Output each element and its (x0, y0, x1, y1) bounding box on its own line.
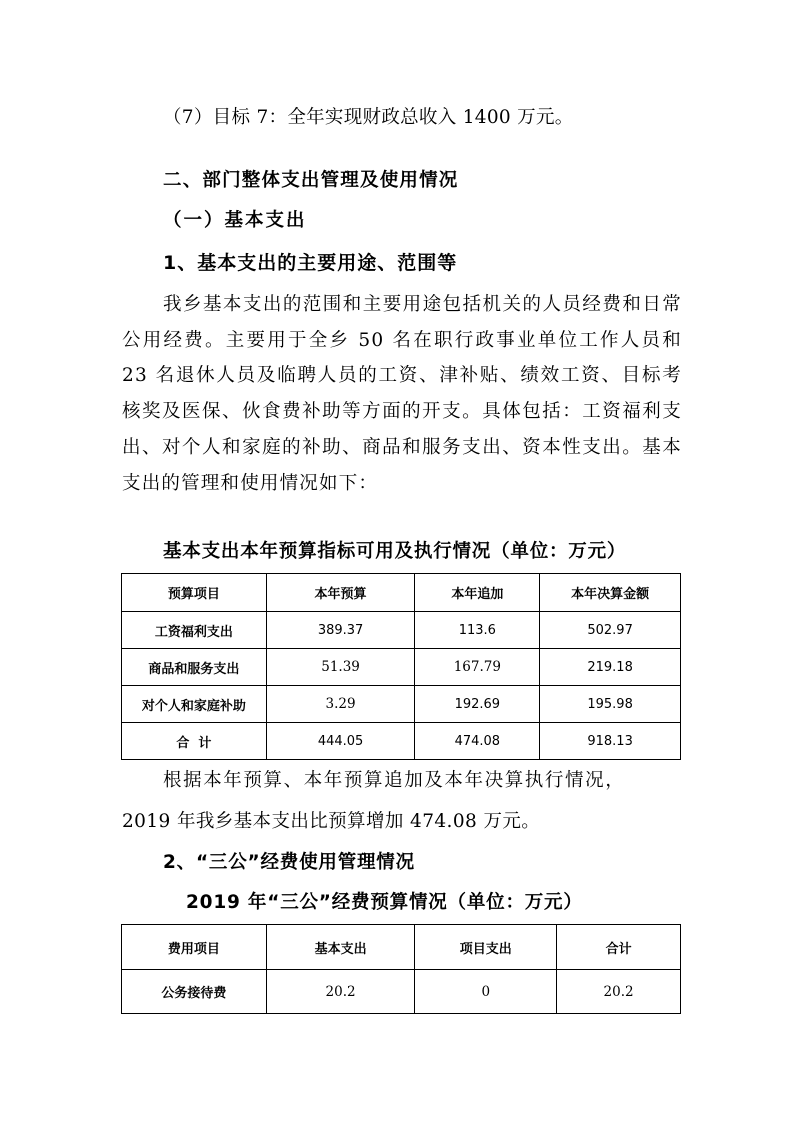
row-label: 对个人和家庭补助 (122, 686, 267, 723)
heading-basic-usage: 1、基本支出的主要用途、范围等 (163, 252, 458, 274)
table-cell: 219.18 (540, 649, 681, 686)
table-cell: 51.39 (266, 649, 415, 686)
table2-title: 2019 年“三公”经费预算情况（单位：万元） (186, 892, 583, 913)
goal-7-line: （7）目标 7：全年实现财政总收入 1400 万元。 (163, 107, 574, 128)
table-cell: 474.08 (415, 723, 540, 760)
table-header-cell: 合计 (557, 925, 681, 970)
table-header-row (122, 925, 681, 970)
table-header-cell: 费用项目 (122, 925, 267, 970)
table-header-cell: 本年决算金额 (540, 574, 681, 612)
three-public-table (121, 924, 681, 1014)
basic-expense-paragraph: 我乡基本支出的范围和主要用途包括机关的人员经费和日常公用经费。主要用于全乡 50 名在职行政事业单位工作人员和 23 名退休人员及临聘人员的工资、津补贴、绩效工资、目标考核奖及医保、伙食费补助等方面的开支。具体包括：工资福利支出、对个人和家庭的补助、商品和服务支出、资本性支出。基本支出的管理和使用情况如下： (122, 294, 682, 494)
table1-title: 基本支出本年预算指标可用及执行情况（单位：万元） (163, 541, 627, 562)
table-row (122, 970, 681, 1014)
table-cell: 20.2 (266, 970, 415, 1014)
table-cell: 502.97 (540, 612, 681, 649)
table-header-cell: 基本支出 (266, 925, 415, 970)
table-cell: 444.05 (266, 723, 415, 760)
row-label: 商品和服务支出 (122, 649, 267, 686)
table-cell: 918.13 (540, 723, 681, 760)
analysis-line-1: 根据本年预算、本年预算追加及本年决算执行情况， (163, 770, 626, 791)
table-total-row (122, 723, 681, 760)
row-label: 合 计 (122, 723, 267, 760)
table-row (122, 649, 681, 686)
table-row (122, 612, 681, 649)
table-row (122, 686, 681, 723)
table-header-cell: 项目支出 (415, 925, 557, 970)
table-cell: 20.2 (557, 970, 681, 1014)
table-header-row (122, 574, 681, 612)
section-heading: 二、部门整体支出管理及使用情况 (163, 170, 459, 191)
table-header-cell: 本年追加 (415, 574, 540, 612)
table-cell: 113.6 (415, 612, 540, 649)
table-cell: 0 (415, 970, 557, 1014)
table-cell: 195.98 (540, 686, 681, 723)
table-cell: 3.29 (266, 686, 415, 723)
table-cell: 167.79 (415, 649, 540, 686)
analysis-line-2: 2019 年我乡基本支出比预算增加 474.08 万元。 (122, 811, 541, 832)
basic-expense-table (121, 573, 681, 760)
subsection-heading-basic: （一）基本支出 (163, 210, 307, 231)
table-cell: 389.37 (266, 612, 415, 649)
row-label: 公务接待费 (122, 970, 267, 1014)
table-cell: 192.69 (415, 686, 540, 723)
row-label: 工资福利支出 (122, 612, 267, 649)
table-header-cell: 本年预算 (266, 574, 415, 612)
heading-three-public: 2、“三公”经费使用管理情况 (163, 852, 415, 873)
table-header-cell: 预算项目 (122, 574, 267, 612)
